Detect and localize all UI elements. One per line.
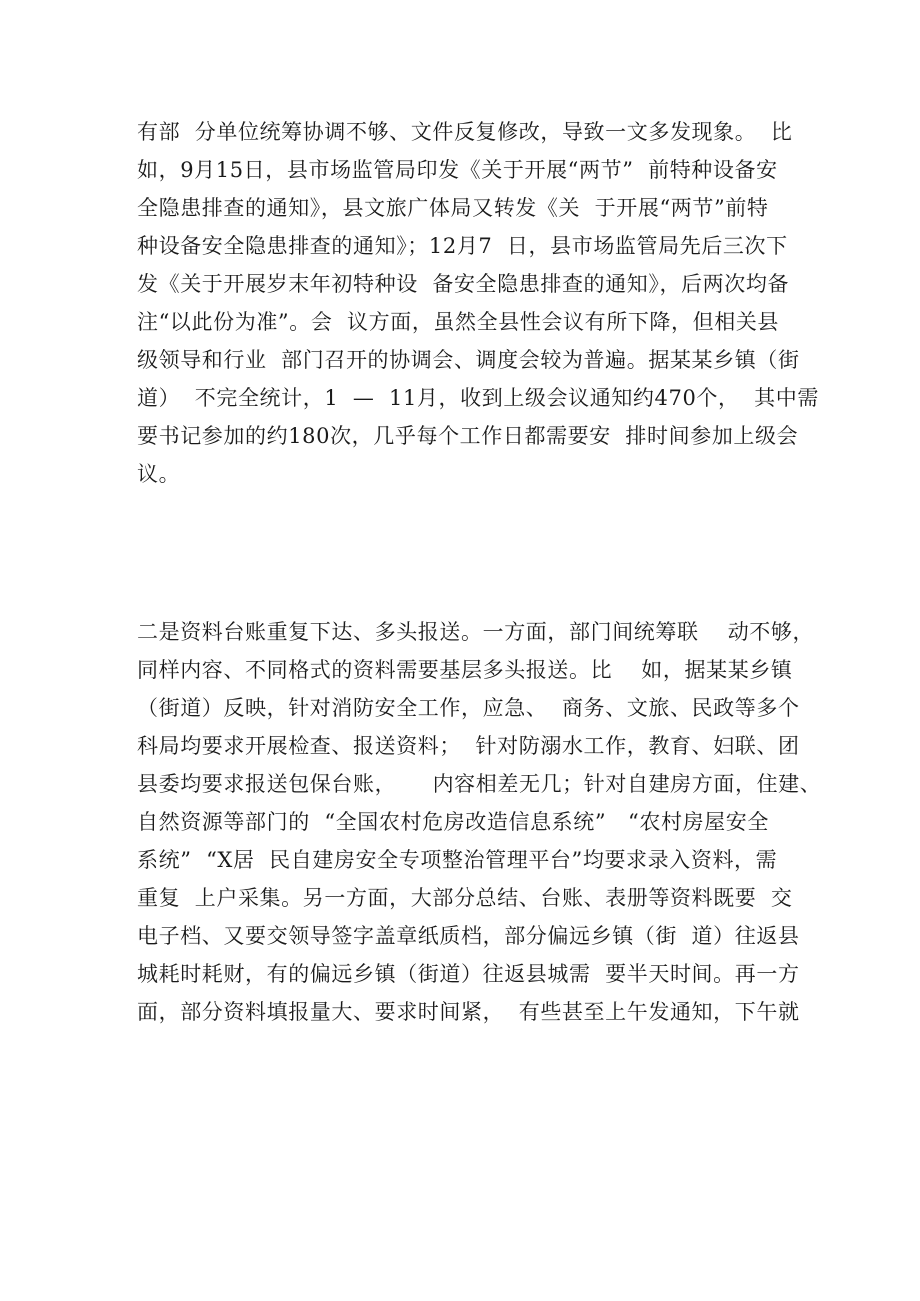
text-line: 道） 不完全统计，1 — 11月，收到上级会议通知约470个， 其中需: [137, 386, 819, 410]
text-line: 级领导和行业 部门召开的协调会、调度会较为普遍。据某某乡镇（街: [137, 348, 800, 372]
text-line: 自然资源等部门的 “全国农村危房改造信息系统” “农村房屋安全: [137, 810, 769, 834]
text-line: 面，部分资料填报量大、要求时间紧， 有些甚至上午发通知，下午就: [137, 1000, 800, 1024]
text-line: 要书记参加的约180次，几乎每个工作日都需要安 排时间参加上级会: [137, 424, 799, 448]
text-line: 发《关于开展岁末年初特种设 备安全隐患排查的通知》，后两次均备: [137, 272, 790, 296]
text-line: 重复 上户采集。另一方面，大部分总结、台账、表册等资料既要 交: [137, 886, 793, 910]
text-line: 科局均要求开展检查、报送资料； 针对防溺水工作，教育、妇联、团: [137, 734, 800, 758]
text-line: 全隐患排查的通知》，县文旅广体局又转发《关 于开展“两节”前特: [137, 196, 769, 220]
text-line: 二是资料台账重复下达、多头报送。一方面，部门间统筹联 动不够，: [137, 620, 815, 644]
text-line: 同样内容、不同格式的资料需要基层多头报送。比 如，据某某乡镇: [137, 658, 793, 682]
text-line: （街道）反映，针对消防安全工作，应急、 商务、文旅、民政等多个: [137, 696, 800, 720]
text-line: 如，9月15日，县市场监管局印发《关于开展“两节” 前特种设备安: [137, 158, 778, 182]
text-line: 有部 分单位统筹协调不够、文件反复修改，导致一文多发现象。 比: [137, 120, 793, 144]
text-line: 注“以此份为准”。会 议方面，虽然全县性会议有所下降，但相关县: [137, 310, 780, 334]
text-line: 城耗时耗财，有的偏远乡镇（街道）往返县城需 要半天时间。再一方: [137, 962, 800, 986]
text-line: 电子档、又要交领导签字盖章纸质档，部分偏远乡镇（街 道）往返县: [137, 924, 800, 948]
text-line: 种设备安全隐患排查的通知》；12月7 日，县市场监管局先后三次下: [137, 234, 788, 258]
text-line: 议。: [137, 462, 181, 486]
text-line: 系统” “X居 民自建房安全专项整治管理平台”均要求录入资料，需: [137, 848, 778, 872]
text-line: 县委均要求报送包保台账， 内容相差无几；针对自建房方面，住建、: [137, 772, 822, 796]
